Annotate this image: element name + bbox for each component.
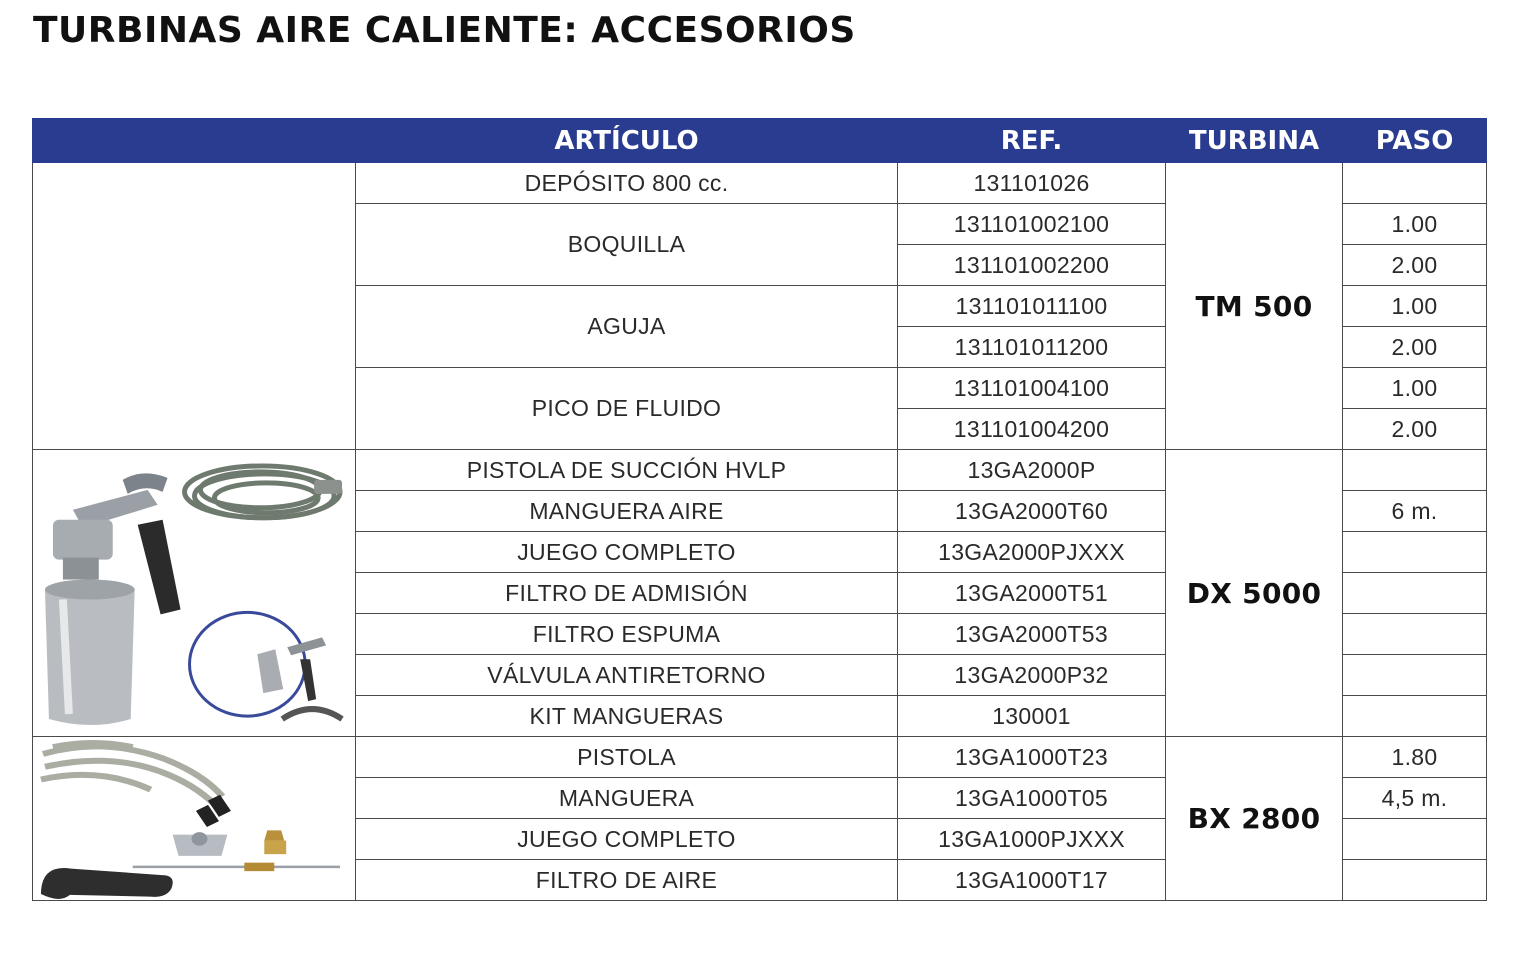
table-row (33, 163, 1487, 204)
table-header-row (33, 119, 1487, 163)
articulo-cell: FILTRO ESPUMA (356, 614, 898, 655)
paso-cell (1343, 655, 1487, 696)
articulo-cell: AGUJA (356, 286, 898, 368)
ref-cell: 131101011200 (898, 327, 1166, 368)
ref-cell: 130001 (898, 696, 1166, 737)
ref-cell: 131101026 (898, 163, 1166, 204)
ref-cell: 13GA2000T51 (898, 573, 1166, 614)
accessories-table (32, 118, 1487, 901)
articulo-cell: PISTOLA (356, 737, 898, 778)
paso-cell: 6 m. (1343, 491, 1487, 532)
ref-cell: 131101004100 (898, 368, 1166, 409)
paso-cell: 1.00 (1343, 204, 1487, 245)
paso-cell: 1.00 (1343, 368, 1487, 409)
ref-cell: 13GA2000P32 (898, 655, 1166, 696)
paso-cell (1343, 532, 1487, 573)
articulo-cell: FILTRO DE ADMISIÓN (356, 573, 898, 614)
articulo-cell: MANGUERA AIRE (356, 491, 898, 532)
paso-cell (1343, 573, 1487, 614)
empty-image-cell (33, 163, 356, 450)
articulo-cell: PICO DE FLUIDO (356, 368, 898, 450)
articulo-cell: MANGUERA (356, 778, 898, 819)
table-row (33, 450, 1487, 491)
ref-cell: 13GA2000PJXXX (898, 532, 1166, 573)
articulo-cell: JUEGO COMPLETO (356, 532, 898, 573)
paso-cell: 2.00 (1343, 245, 1487, 286)
turbina-cell: TM 500 (1166, 163, 1343, 450)
articulo-cell: VÁLVULA ANTIRETORNO (356, 655, 898, 696)
header-turbina: TURBINA (1166, 119, 1343, 163)
articulo-cell: PISTOLA DE SUCCIÓN HVLP (356, 450, 898, 491)
ref-cell: 13GA2000P (898, 450, 1166, 491)
turbina-cell: DX 5000 (1166, 450, 1343, 737)
ref-cell: 13GA1000T17 (898, 860, 1166, 901)
paso-cell (1343, 860, 1487, 901)
hose-parts-illustration (33, 737, 355, 900)
ref-cell: 13GA2000T60 (898, 491, 1166, 532)
paso-cell: 1.00 (1343, 286, 1487, 327)
table-row (33, 737, 1487, 778)
articulo-cell: BOQUILLA (356, 204, 898, 286)
ref-cell: 131101002100 (898, 204, 1166, 245)
ref-cell: 131101011100 (898, 286, 1166, 327)
spray-gun-hose-kit-image (33, 450, 356, 737)
header-paso: PASO (1343, 119, 1487, 163)
spray-gun-kit-illustration (33, 450, 355, 736)
articulo-cell: KIT MANGUERAS (356, 696, 898, 737)
hose-needle-parts-image (33, 737, 356, 901)
header-ref: REF. (898, 119, 1166, 163)
ref-cell: 13GA1000T05 (898, 778, 1166, 819)
articulo-cell: JUEGO COMPLETO (356, 819, 898, 860)
ref-cell: 131101004200 (898, 409, 1166, 450)
paso-cell (1343, 614, 1487, 655)
articulo-cell: FILTRO DE AIRE (356, 860, 898, 901)
paso-cell: 2.00 (1343, 327, 1487, 368)
ref-cell: 131101002200 (898, 245, 1166, 286)
ref-cell: 13GA1000T23 (898, 737, 1166, 778)
paso-cell (1343, 696, 1487, 737)
paso-cell (1343, 819, 1487, 860)
articulo-cell: DEPÓSITO 800 cc. (356, 163, 898, 204)
header-image-column (33, 119, 356, 163)
paso-cell: 2.00 (1343, 409, 1487, 450)
paso-cell: 1.80 (1343, 737, 1487, 778)
paso-cell (1343, 450, 1487, 491)
ref-cell: 13GA1000PJXXX (898, 819, 1166, 860)
ref-cell: 13GA2000T53 (898, 614, 1166, 655)
turbina-cell: BX 2800 (1166, 737, 1343, 901)
paso-cell: 4,5 m. (1343, 778, 1487, 819)
page-title: TURBINAS AIRE CALIENTE: ACCESORIOS (33, 10, 856, 51)
paso-cell (1343, 163, 1487, 204)
header-articulo: ARTÍCULO (356, 119, 898, 163)
